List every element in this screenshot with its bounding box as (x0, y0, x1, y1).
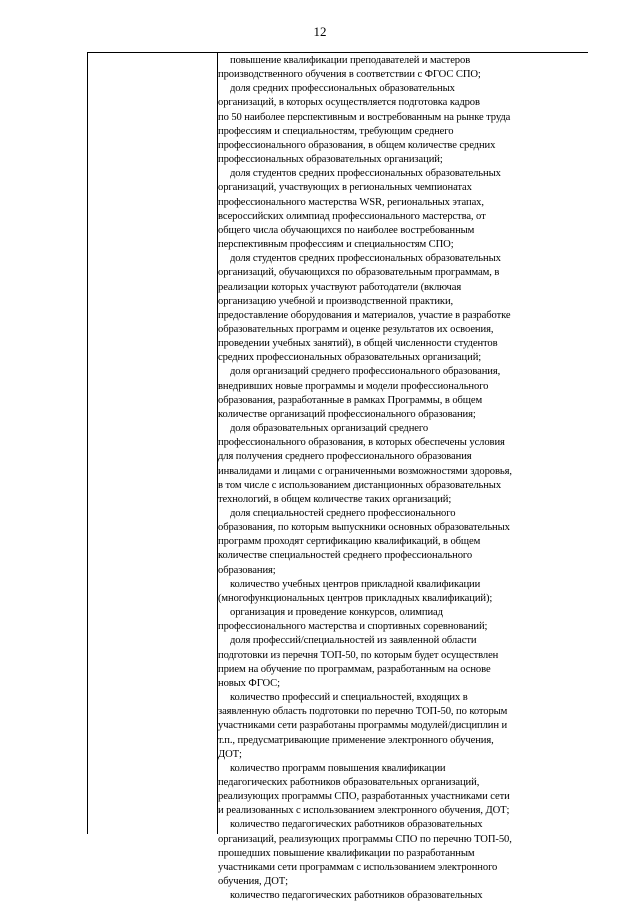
text-line: образования, по которым выпускники основных образовательных (218, 522, 510, 534)
text-line: и реализованных с использованием электронного обучения, ДОТ; (218, 805, 510, 817)
indicator-table (87, 52, 588, 902)
text-line: организация и проведение конкурсов, олимпиад (230, 607, 443, 619)
text-line: предоставление оборудования и материалов, участие в разработке (218, 309, 511, 321)
text-line: количество учебных центров прикладной квалификации (230, 578, 481, 590)
text-line: инвалидами и лицами с ограниченными возможностями здоровья, (218, 465, 512, 477)
text-line: профессионального образования, в которых обеспечены условия (218, 437, 505, 449)
text-line: в том числе с использованием дистанционных образовательных (218, 479, 502, 491)
text-line: профессионального мастерства WSR, региональных этапах, (218, 196, 484, 208)
table-right-column (218, 54, 586, 902)
text-line: внедривших новые программы и модели профессионального (218, 380, 489, 392)
text-line: производственного обучения в соответствии с ФГОС СПО; (218, 69, 481, 81)
text-line: организаций, реализующих программы СПО по перечню ТОП-50, (218, 833, 512, 845)
table-left-column (88, 53, 218, 834)
text-line: доля организаций среднего профессионального образования, (230, 366, 501, 378)
text-line: (многофункциональных центров прикладных квалификаций); (218, 592, 493, 604)
text-line: организацию учебной и производственной практики, (218, 295, 454, 307)
text-line: заявленную область подготовки по перечню ТОП-50, по которым (218, 706, 508, 718)
text-line: количество профессий и специальностей, входящих в (230, 692, 468, 704)
text-line: средних профессиональных образовательных организаций; (218, 352, 482, 364)
text-line: доля профессий/специальностей из заявленной области (230, 635, 477, 647)
text-line: количество педагогических работников образовательных (230, 890, 483, 902)
text-line: участниками сети программам с использованием электронного (218, 861, 498, 873)
text-line: участниками сети разработаны программы модулей/дисциплин и (218, 720, 508, 732)
text-line: реализующих программы СПО, разработанных участниками сети (218, 791, 510, 803)
text-line: для получения среднего профессионального образования (218, 451, 472, 463)
text-line: образовательных программ и оценке результатов их освоения, (218, 323, 494, 335)
text-line: доля специальностей среднего профессионального (230, 508, 456, 519)
text-line: реализации которых участвуют работодатели (включая (218, 281, 462, 293)
text-line: всероссийских олимпиад профессионального мастерства, от (218, 210, 486, 222)
text-line: технологий, в общем количестве таких организаций; (218, 493, 452, 505)
text-line: по 50 наиболее перспективным и востребованным на рынке труда (218, 111, 511, 123)
text-line: профессионального мастерства и спортивных соревнований; (218, 621, 488, 633)
text-line: педагогических работников образовательных организаций, (218, 776, 480, 788)
text-line: количество программ повышения квалификации (230, 762, 446, 774)
text-line: новых ФГОС; (218, 677, 280, 689)
text-line: т.п., предусматривающие применение электронного обучения, (218, 734, 494, 746)
text-line: образования, разработанные в рамках Программы, в общем (218, 394, 483, 406)
text-line: доля студентов средних профессиональных образовательных (230, 168, 501, 180)
text-line: образования; (218, 564, 276, 576)
text-line: профессионального образования, в общем количестве средних (218, 139, 496, 151)
text-line: количестве специальностей среднего профессионального (218, 550, 473, 562)
text-line: организаций, в которых осуществляется подготовка кадров (218, 97, 480, 109)
text-line: профессиям и специальностям, требующим среднего (218, 125, 454, 137)
text-line: количество педагогических работников образовательных (230, 819, 483, 831)
text-line: перспективным профессиям и специальностям СПО; (218, 239, 454, 251)
text-line: профессиональных образовательных организаций; (218, 154, 443, 166)
text-line: доля студентов средних профессиональных образовательных (230, 253, 501, 265)
text-line: ДОТ; (218, 748, 242, 760)
text-line: доля средних профессиональных образовательных (230, 83, 455, 95)
text-line: проведении учебных занятий), в общей численности студентов (218, 338, 498, 350)
text-line: прием на обучение по программам, разработанным на основе (218, 663, 491, 675)
text-line: организаций, участвующих в региональных чемпионатах (218, 182, 472, 194)
text-line: общего числа обучающихся по наиболее востребованным (218, 224, 475, 236)
text-line: количестве организаций профессионального образования; (218, 408, 476, 420)
text-line: прошедших повышение квалификации по разработанным (218, 847, 475, 859)
page-number: 12 (313, 24, 327, 39)
text-line: обучения, ДОТ; (218, 876, 289, 888)
text-line: организаций, обучающихся по образовательным программам, в (218, 267, 500, 279)
text-line: программ проходят сертификацию квалификаций, в общем (218, 536, 481, 548)
text-line: повышение квалификации преподавателей и мастеров (230, 55, 471, 66)
text-line: подготовки из перечня ТОП-50, по которым будет осуществлен (218, 649, 499, 661)
text-line: доля образовательных организаций среднего (230, 423, 429, 435)
